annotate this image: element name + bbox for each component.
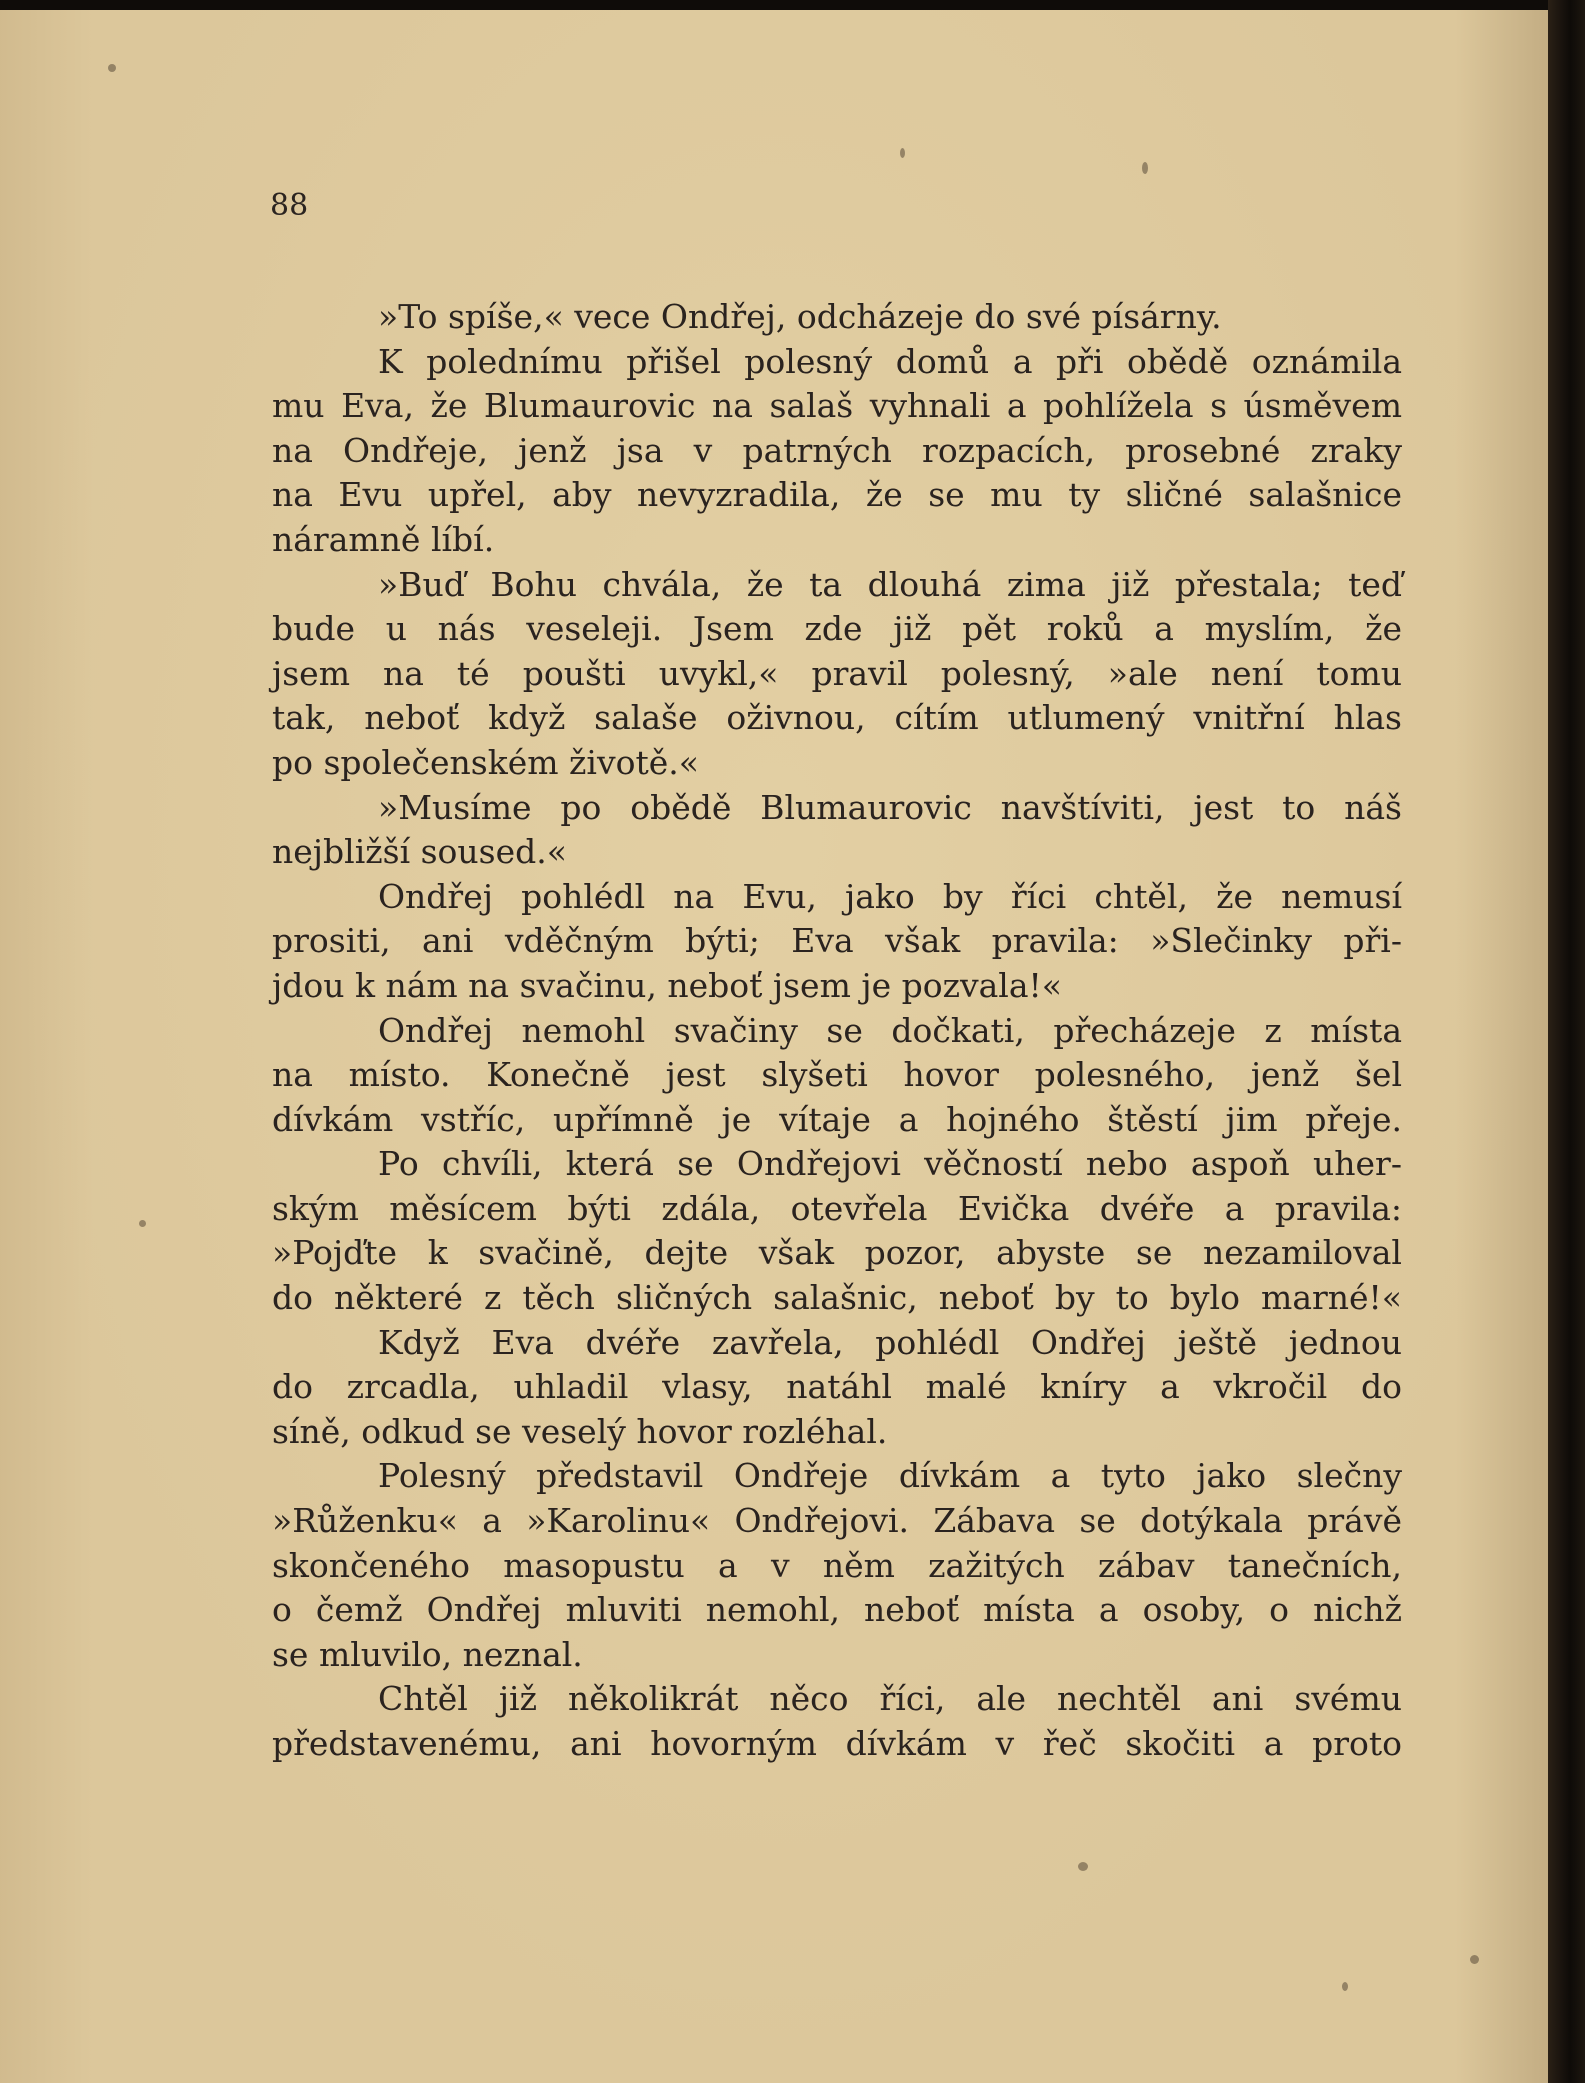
text-line: ským měsícem býti zdála, otevřela Evička dvéře a pravila: [272, 1188, 1402, 1228]
paper-speck [1342, 1982, 1348, 1991]
text-line: představenému, ani hovorným dívkám v řeč skočiti a proto [272, 1724, 1402, 1763]
paper-speck [1142, 162, 1148, 174]
text-line: náramně líbí. [272, 519, 495, 559]
text-line: »Pojďte k svačině, dejte však pozor, abyste se nezamiloval [272, 1233, 1402, 1273]
text-line: Chtěl již několikrát něco říci, ale nechtěl ani svému [378, 1679, 1402, 1719]
text-line: Ondřej nemohl svačiny se dočkati, přecházeje z místa [378, 1010, 1402, 1050]
text-line: tak, neboť když salaše oživnou, cítím utlumený vnitřní hlas [272, 698, 1402, 738]
paper-speck [1470, 1955, 1479, 1964]
text-line: Po chvíli, která se Ondřejovi věčností nebo aspoň uher- [378, 1144, 1402, 1184]
text-line: Polesný představil Ondřeje dívkám a tyto jako slečny [378, 1456, 1402, 1496]
scan-right-edge [1548, 0, 1585, 2083]
text-line: do zrcadla, uhladil vlasy, natáhl malé kníry a vkročil do [272, 1367, 1402, 1407]
body-text [272, 295, 1402, 1767]
text-line: se mluvilo, neznal. [272, 1634, 583, 1674]
text-line: na Evu upřel, aby nevyzradila, že se mu ty sličné salašnice [272, 475, 1402, 515]
text-line: dívkám vstříc, upřímně je vítaje a hojného štěstí jim přeje. [272, 1099, 1402, 1139]
text-line: po společenském životě.« [272, 742, 699, 782]
text-line: na Ondřeje, jenž jsa v patrných rozpacích, prosebné zraky [272, 430, 1402, 470]
paper-speck [139, 1220, 146, 1227]
text-line: jsem na té poušti uvykl,« pravil polesný, »ale není tomu [272, 653, 1402, 693]
text-line: nejbližší soused.« [272, 832, 567, 872]
paper-speck [900, 148, 905, 158]
text-line: »Růženku« a »Karolinu« Ondřejovi. Zábava se dotýkala právě [272, 1501, 1402, 1541]
paper-speck [1078, 1862, 1088, 1871]
text-line: bude u nás veseleji. Jsem zde již pět roků a myslím, že [272, 609, 1402, 649]
text-line: na místo. Konečně jest slyšeti hovor polesného, jenž šel [272, 1055, 1402, 1095]
text-line: »Buď Bohu chvála, že ta dlouhá zima již přestala; teď [378, 564, 1402, 604]
book-page [0, 10, 1548, 2083]
text-line: jdou k nám na svačinu, neboť jsem je pozvala!« [272, 965, 1062, 1005]
text-line: do některé z těch sličných salašnic, neboť by to bylo marné!« [272, 1278, 1402, 1318]
text-line: mu Eva, že Blumaurovic na salaš vyhnali a pohlížela s úsměvem [272, 386, 1402, 426]
text-line: prositi, ani vděčným býti; Eva však pravila: »Slečinky při- [272, 921, 1402, 961]
text-line: »To spíše,« vece Ondřej, odcházeje do své písárny. [378, 297, 1222, 336]
paper-speck [108, 64, 116, 72]
text-line: K polednímu přišel polesný domů a při obědě oznámila [378, 341, 1402, 381]
text-line: Když Eva dvéře zavřela, pohlédl Ondřej ještě jednou [378, 1322, 1402, 1362]
text-line: skončeného masopustu a v něm zažitých zábav tanečních, [272, 1545, 1402, 1585]
page-number: 88 [270, 188, 309, 223]
text-line: síně, odkud se veselý hovor rozléhal. [272, 1411, 888, 1451]
text-line: »Musíme po obědě Blumaurovic navštíviti, jest to náš [378, 787, 1402, 827]
text-line: Ondřej pohlédl na Evu, jako by říci chtěl, že nemusí [378, 876, 1402, 916]
text-line: o čemž Ondřej mluviti nemohl, neboť místa a osoby, o nichž [272, 1590, 1402, 1630]
scan-top-edge [0, 0, 1585, 10]
